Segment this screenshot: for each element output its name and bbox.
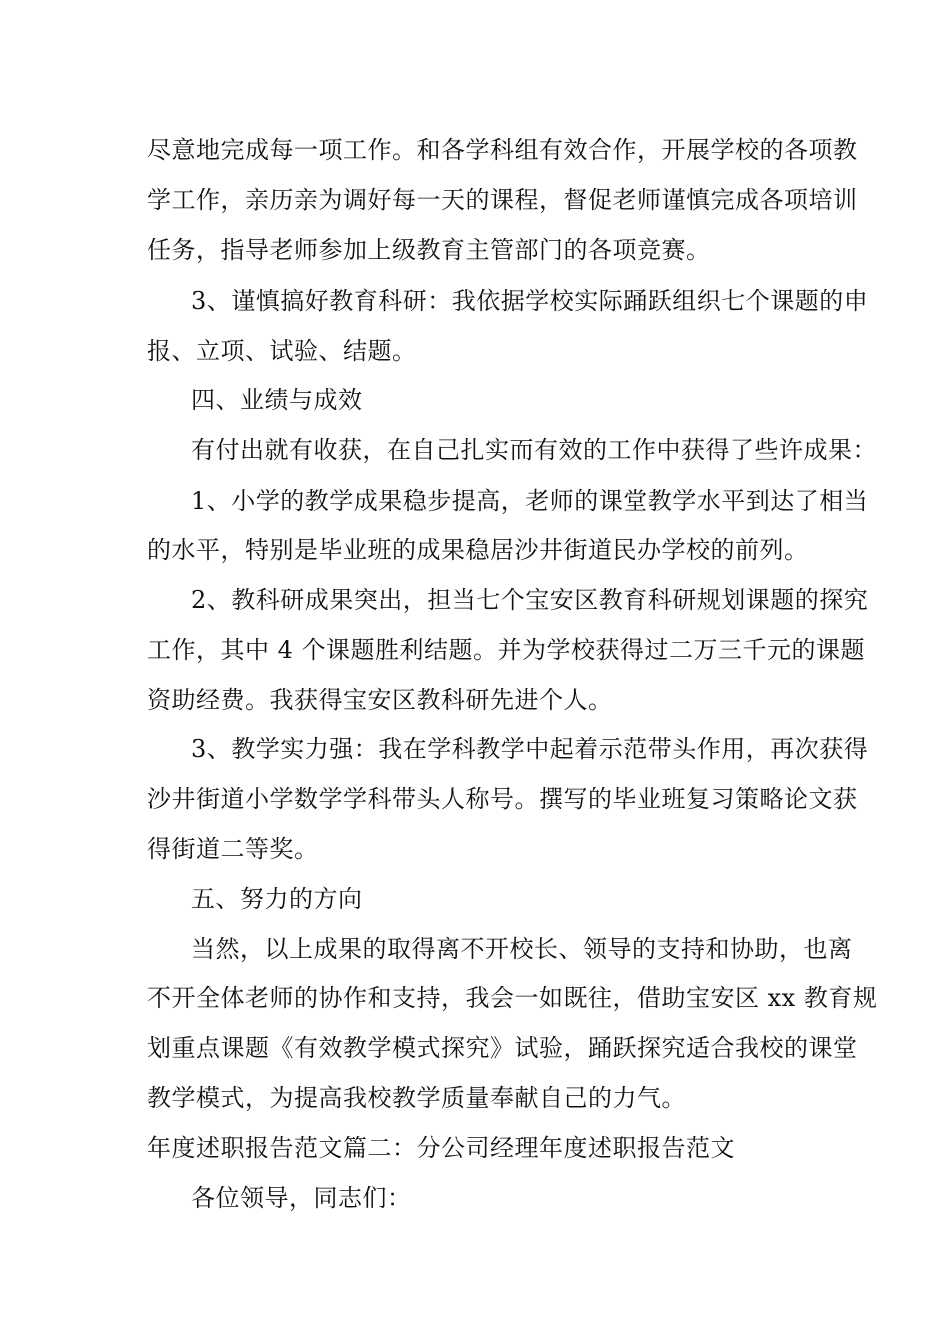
section-heading: 四、业绩与成效: [191, 386, 363, 414]
body-text-line: 得街道二等奖。: [147, 835, 319, 863]
body-text-line: 3、教学实力强：我在学科教学中起着示范带头作用，再次获得: [191, 735, 869, 763]
body-text-line: 划重点课题《有效教学模式探究》试验，踊跃探究适合我校的课堂: [147, 1034, 858, 1062]
body-text-line: 当然，以上成果的取得离不开校长、领导的支持和协助，也离: [191, 935, 853, 963]
body-text-line: 任务，指导老师参加上级教育主管部门的各项竞赛。: [147, 236, 711, 264]
body-text-line: 尽意地完成每一项工作。和各学科组有效合作，开展学校的各项教: [147, 136, 858, 164]
body-text-line: 学工作，亲历亲为调好每一天的课程，督促老师谨慎完成各项培训: [147, 186, 858, 214]
body-text-line: 有付出就有收获，在自己扎实而有效的工作中获得了些许成果：: [191, 436, 877, 464]
body-text-line: 1、小学的教学成果稳步提高，老师的课堂教学水平到达了相当: [191, 487, 869, 515]
body-text-line: 3、谨慎搞好教育科研：我依据学校实际踊跃组织七个课题的申: [191, 287, 869, 315]
body-text-line: 2、教科研成果突出，担当七个宝安区教育科研规划课题的探究: [191, 586, 869, 614]
body-text-line: 资助经费。我获得宝安区教科研先进个人。: [147, 686, 613, 714]
body-text-line: 工作，其中 4 个课题胜利结题。并为学校获得过二万三千元的课题: [147, 636, 866, 664]
salutation: 各位领导，同志们：: [191, 1184, 412, 1212]
body-text-line: 报、立项、试验、结题。: [147, 337, 417, 365]
document-title: 年度述职报告范文篇二：分公司经理年度述职报告范文: [147, 1134, 735, 1162]
body-text-line: 不开全体老师的协作和支持，我会一如既往，借助宝安区 xx 教育规: [147, 984, 878, 1012]
body-text-line: 的水平，特别是毕业班的成果稳居沙井街道民办学校的前列。: [147, 536, 809, 564]
body-text-line: 沙井街道小学数学学科带头人称号。撰写的毕业班复习策略论文获: [147, 785, 858, 813]
section-heading: 五、努力的方向: [191, 885, 363, 913]
body-text-line: 教学模式，为提高我校教学质量奉献自己的力气。: [147, 1084, 686, 1112]
